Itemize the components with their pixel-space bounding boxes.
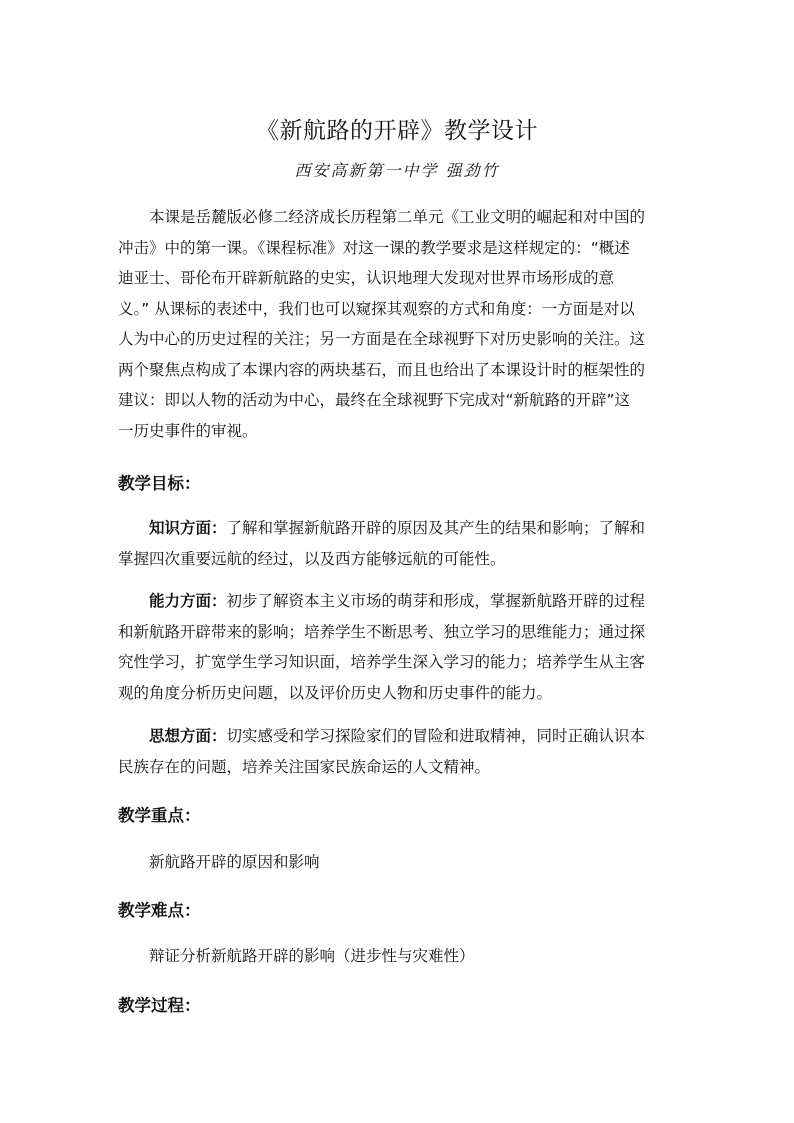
ability-goal-text: 和新航路开辟带来的影响；培养学生不断思考、独立学习的思维能力；通过探 (118, 622, 646, 641)
ability-goal-paragraph (118, 586, 678, 708)
ability-goal-label: 能力方面： (149, 592, 227, 610)
difficult-points-text: 辩证分析新航路开辟的影响（进步性与灾难性） (149, 947, 475, 965)
ability-goal-text: 究性学习，扩宽学生学习知识面，培养学生深入学习的能力；培养学生从主客 (118, 653, 646, 671)
intro-line: 义。” 从课标的表述中，我们也可以窥探其观察的方式和角度：一方面是对以 (118, 299, 635, 318)
intro-line: 一历史事件的审视。 (118, 421, 258, 440)
thought-goal-text: 切实感受和学习探险家们的冒险和进取精神，同时正确认识本 (226, 727, 646, 745)
intro-line: 两个聚焦点构成了本课内容的两块基石，而且也给出了本课设计时的框架性的 (118, 360, 646, 379)
intro-paragraph (118, 202, 678, 446)
intro-line: 人为中心的历史过程的关注；另一方面是在全球视野下对历史影响的关注。这 (118, 330, 646, 348)
document-author: 西安高新第一中学 强劲竹 (294, 161, 500, 180)
ability-goal-text: 初步了解资本主义市场的萌芽和形成，掌握新航路开辟的过程 (226, 592, 646, 610)
difficult-points-heading: 教学难点： (118, 901, 201, 920)
key-points-heading: 教学重点： (118, 806, 201, 825)
process-heading: 教学过程： (118, 996, 201, 1015)
thought-goal-label: 思想方面： (149, 727, 227, 745)
thought-goal-text: 民族存在的问题，培养关注国家民族命运的人文精神。 (118, 757, 491, 776)
intro-line: 冲击》中的第一课。《课程标准》对这一课的教学要求是这样规定的：“概述 (118, 238, 630, 257)
thought-goal-paragraph (118, 721, 678, 782)
intro-line: 建议：即以人物的活动为中心，最终在全球视野下完成对“新航路的开辟”这 (118, 391, 631, 409)
document-title: 《新航路的开辟》教学设计 (256, 118, 538, 144)
knowledge-goal-paragraph (118, 513, 678, 574)
key-points-text: 新航路开辟的原因和影响 (149, 853, 320, 871)
ability-goal-text: 观的角度分析历史问题，以及评价历史人物和历史事件的能力。 (118, 683, 553, 702)
intro-line: 迪亚士、哥伦布开辟新航路的史实，认识地理大发现对世界市场形成的意 (118, 269, 615, 287)
goals-heading: 教学目标： (118, 474, 201, 493)
knowledge-goal-label: 知识方面： (149, 519, 227, 537)
knowledge-goal-text: 掌握四次重要远航的经过，以及西方能够远航的可能性。 (118, 549, 506, 568)
intro-line: 本课是岳麓版必修二经济成长历程第二单元《工业文明的崛起和对中国的 (149, 208, 646, 226)
knowledge-goal-text: 了解和掌握新航路开辟的原因及其产生的结果和影响；了解和 (226, 519, 646, 537)
